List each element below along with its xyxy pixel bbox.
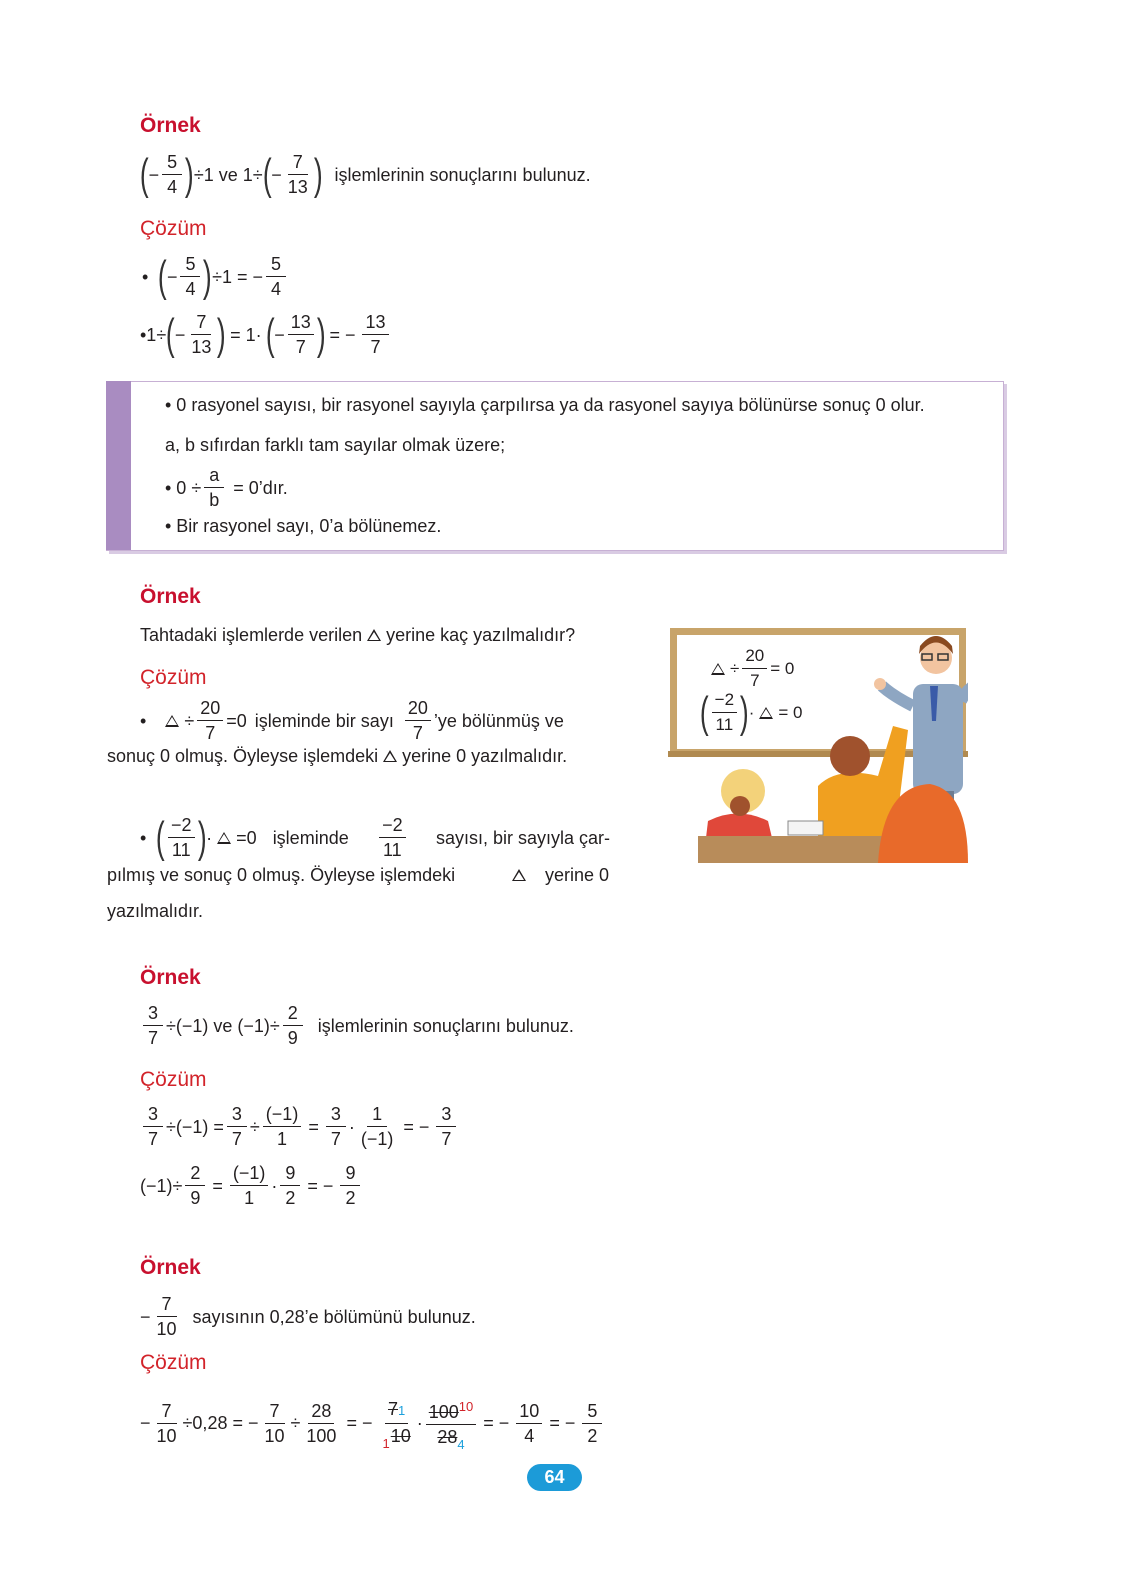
- ex4-solution-line: − $\frac{7}{10}$ ÷0,28 = − $\frac{7}{10}$ ÷ $\frac{28}{100}$ = − $\frac{71}{_110}$ · $\frac{100^{10}}{28_4}$ = − $\frac{10}{4}$ = − $\frac{5}{2}$: [140, 1397, 605, 1449]
- ex2-bullet-1-line-2: [107, 745, 567, 767]
- info-line-2: a, b sıfırdan farklı tam sayılar olmak üzere;: [165, 435, 506, 455]
- example-3-question: $\frac{3}{7}$ ÷(−1) ve (−1)÷ $\frac{2}{9}$ işlemlerinin sonuçlarını bulunuz.: [140, 1003, 574, 1048]
- ex1-solution-line-1: • ( − $\frac{5}{4}$ ) ÷1 = − $\frac{5}{4}$: [142, 254, 289, 299]
- ex1-sol1-ops: ÷1 = −: [212, 266, 264, 287]
- ex3-sol1-ops: ÷(−1) =: [166, 1116, 224, 1137]
- solution-4-heading: Çözüm: [140, 1351, 207, 1374]
- example-1-question: ( − $\frac{5}{4}$ ) ÷1 ve 1÷ ( − $\frac{7}{13}$ ) işlemlerinin sonuçlarını bulunuz.: [139, 149, 591, 199]
- ex2-b2-text-a: işleminde: [272, 827, 349, 848]
- ex1-question-text: işlemlerinin sonuçlarını bulunuz.: [334, 164, 591, 185]
- board-equation-2: ( $\frac{-2}{11}$ ) · = 0: [699, 687, 803, 737]
- info-line-4: • Bir rasyonel sayı, 0’a bölünemez.: [165, 516, 442, 536]
- triangle-icon: [367, 629, 381, 641]
- example-2-question: [140, 624, 575, 646]
- ex3-solution-line-2: (−1)÷ $\frac{2}{9}$ = $\frac{(-1)}{1}$ · $\frac{9}{2}$ = − $\frac{9}{2}$: [140, 1163, 363, 1208]
- triangle-icon: [711, 663, 725, 675]
- ex4-question-text: sayısının 0,28’e bölümünü bulunuz.: [192, 1306, 476, 1327]
- triangle-icon: [512, 869, 526, 881]
- board-eq1-result: = 0: [770, 659, 795, 678]
- example-1-heading: Örnek: [140, 114, 201, 137]
- ex1-sol2-end: = −: [329, 324, 356, 345]
- info-line-1: • 0 rasyonel sayısı, bir rasyonel sayıyla çarpılırsa ya da rasyonel sayıya bölünürse sonuç 0 olur.: [165, 395, 925, 415]
- ex2-bullet-2-line-2: [107, 864, 609, 886]
- ex4-sol-ops: ÷0,28 = −: [182, 1413, 259, 1433]
- ex2-b1-text-a: işleminde bir sayı: [254, 710, 394, 731]
- info-line-3: • 0 ÷ $\frac{a}{b}$ = 0’dır.: [165, 465, 288, 510]
- ex3-question-text: işlemlerinin sonuçlarını bulunuz.: [317, 1015, 574, 1036]
- ex2-b1-line2-end: yerine 0 yazılmalıdır.: [402, 746, 568, 766]
- ex2-b1-text-b: ’ye bölünmüş ve: [433, 710, 564, 731]
- example-2-heading: Örnek: [140, 585, 201, 608]
- info-box-accent-bar: [106, 381, 131, 550]
- solution-2-heading: Çözüm: [140, 666, 207, 689]
- triangle-icon: [759, 707, 773, 719]
- ex2-question-end: yerine kaç yazılmalıdır?: [386, 625, 576, 645]
- ex2-b2-text-b: sayısı, bir sayıyla çar-: [435, 827, 610, 848]
- ex2-bullet-2-line-3: yazılmalıdır.: [107, 901, 204, 921]
- example-3-heading: Örnek: [140, 966, 201, 989]
- ex2-b2-line2-start: pılmış ve sonuç 0 olmuş. Öyleyse işlemdeki: [107, 865, 456, 885]
- ex3-sol2-start: (−1)÷: [140, 1175, 183, 1196]
- triangle-icon: [383, 750, 397, 762]
- ex1-sol2-start: •1÷: [140, 324, 167, 345]
- board-equation-1: ÷ $\frac{20}{7}$ = 0: [706, 646, 794, 691]
- triangle-icon: [165, 715, 179, 727]
- info-line-3-start: • 0 ÷: [165, 477, 202, 498]
- ex3-question-mid: ÷(−1) ve (−1)÷: [166, 1015, 280, 1036]
- ex2-bullet-2: • ( $\frac{-2}{11}$ ) · =0 işleminde $\frac{-2}{11}$ sayısı, bir sayıyla çar-: [140, 812, 610, 862]
- ex1-question-mid: ÷1 ve 1÷: [193, 164, 263, 185]
- example-4-question: − $\frac{7}{10}$ sayısının 0,28’e bölümünü bulunuz.: [140, 1294, 476, 1339]
- ex2-b1-line2-start: sonuç 0 olmuş. Öyleyse işlemdeki: [107, 746, 379, 766]
- triangle-icon: [217, 832, 231, 844]
- ex1-solution-line-2: •1÷ ( − $\frac{7}{13}$ ) = 1· ( − $\frac{13}{7}$ ) = − $\frac{13}{7}$: [140, 312, 392, 357]
- ex2-bullet-1: • ÷ $\frac{20}{7}$ =0 işleminde bir sayı $\frac{20}{7}$ ’ye bölünmüş ve: [140, 698, 564, 743]
- page-number: 64: [527, 1464, 582, 1491]
- ex2-question-start: Tahtadaki işlemlerde verilen: [140, 625, 363, 645]
- ex1-sol2-mid: = 1·: [230, 324, 262, 345]
- solution-1-heading: Çözüm: [140, 217, 207, 240]
- cancelled-fraction-1: $\frac{71}{_110}$: [382, 1398, 411, 1451]
- board-eq2-result: = 0: [778, 703, 803, 722]
- solution-3-heading: Çözüm: [140, 1068, 207, 1091]
- ex3-solution-line-1: $\frac{3}{7}$ ÷(−1) = $\frac{3}{7}$ ÷ $\frac{(-1)}{1}$ = $\frac{3}{7}$ · $\frac{1}{(-1)}$ = − $\frac{3}{7}$: [140, 1104, 459, 1149]
- info-line-3-end: = 0’dır.: [233, 477, 288, 498]
- classroom-illustration: [668, 626, 968, 863]
- ex2-b2-line2-end: yerine 0: [544, 865, 609, 885]
- example-4-heading: Örnek: [140, 1256, 201, 1279]
- cancelled-fraction-2: $\frac{100^{10}}{28_4}$: [426, 1397, 477, 1449]
